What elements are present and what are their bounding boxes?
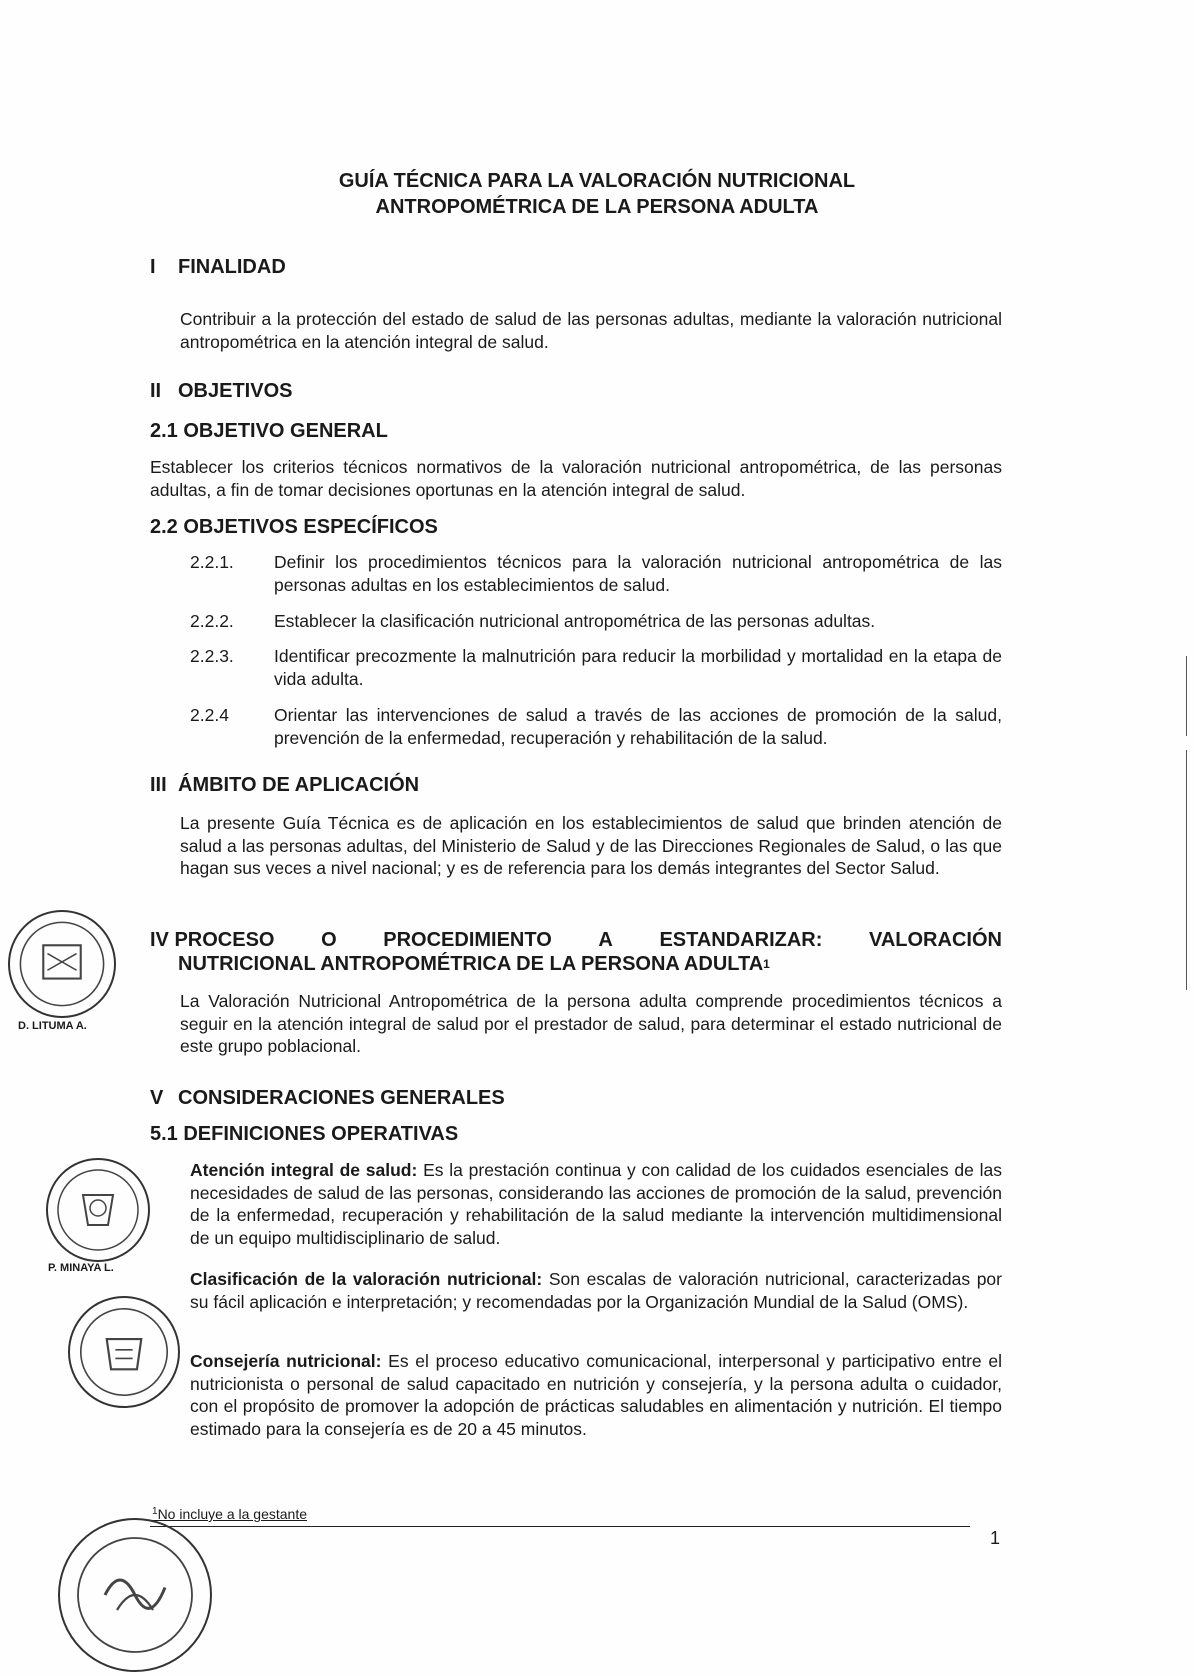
subsection-5-1-heading: 5.1 DEFINICIONES OPERATIVAS [150,1123,459,1145]
seal-icon [70,1298,178,1406]
list-item [190,551,1002,596]
definition-item [190,1159,1002,1249]
section-3-text: La presente Guía Técnica es de aplicación en los establecimientos de salud que brinden atención de salud a las personas adultas, del Ministerio de Salud y de las Direcciones Regionales de Salud, o las que hagan sus veces a nivel nacional; y es de referencia para los demás integrantes del Sector Salud. [180,813,1002,878]
signature-label: D. LITUMA A. [18,1020,87,1032]
signature-label: P. MINAYA L. [48,1262,114,1274]
section-title: FINALIDAD [178,256,286,278]
subsection-2-1-text: Establecer los criterios técnicos normativos de la valoración nutricional antropométrica, de las personas adultas, a fin de tomar decisiones oportunas en la atención integral de salud. [150,457,1002,500]
definition-text: Es el proceso educativo comunicacional, interpersonal y participativo entre el nutricionista o personal de salud capacitado en nutrición y consejería, y la persona adulta o cuidador, con el propósito de promover la adopción de prácticas saludables en alimentación y nutrición. El tiempo estimado para la consejería es de 20 a 45 minutos. [190,1351,1002,1439]
heading-word: O [321,929,337,951]
list-item-number: 2.2.2. [190,611,234,631]
official-seal [46,1158,150,1262]
definition-text: Es la prestación continua y con calidad de los cuidados esenciales de las necesidades de salud de las personas, considerando las acciones de promoción de la salud, prevención de la enfermedad, recuperación y rehabilitación de la salud mediante la intervención multidimensional de un equipo multidisciplinario de salud. [190,1160,1002,1248]
official-seal [58,1518,212,1672]
list-item [190,610,1002,633]
list-item [190,704,1002,749]
page-number: 1 [990,1528,1001,1548]
subsection-2-1-heading: 2.1 OBJETIVO GENERAL [150,420,388,442]
official-seal [68,1296,180,1408]
section-4-text: La Valoración Nutricional Antropométrica de la persona adulta comprende procedimientos técnicos a seguir en la atención integral de salud por el prestador de salud, para determinar el estado nutricional de este grupo poblacional. [180,991,1002,1056]
list-item-text: Definir los procedimientos técnicos para la valoración nutricional antropométrica de las personas adultas en los establecimientos de salud. [274,552,1002,595]
subsection-2-2-heading: 2.2 OBJETIVOS ESPECÍFICOS [150,516,438,538]
list-item [190,645,1002,690]
list-item-text: Orientar las intervenciones de salud a través de las acciones de promoción de la salud, prevención de la enfermedad, recuperación y rehabilitación de la salud. [274,705,1002,748]
definition-term: Atención integral de salud: [190,1160,418,1180]
title-line-1: GUÍA TÉCNICA PARA LA VALORACIÓN NUTRICIONAL [338,170,856,192]
seal-icon [48,1160,148,1260]
list-item-number: 2.2.1. [190,552,234,572]
definition-item [190,1350,1002,1440]
list-item-text: Establecer la clasificación nutricional antropométrica de las personas adultas. [274,611,876,631]
footnote-text: No incluye a la gestante [157,1506,307,1522]
section-1-text: Contribuir a la protección del estado de salud de las personas adultas, mediante la valoración nutricional antropométrica en la atención integral de salud. [180,309,1002,352]
definition-text: Son escalas de valoración nutricional, caracterizadas por su fácil aplicación e interpretación; y recomendadas por la Organización Mundial de la Salud (OMS). [190,1269,1002,1312]
heading-word: PROCEDIMIENTO [383,929,552,951]
heading-word: PROCESO [174,929,275,951]
footnote-mark: 1 [152,1506,158,1517]
definition-term: Consejería nutricional: [190,1351,382,1371]
list-item-number: 2.2.4 [190,705,229,725]
title-line-2: ANTROPOMÉTRICA DE LA PERSONA ADULTA [375,196,819,218]
scan-edge-mark [1186,750,1187,990]
document-title [0,168,1194,220]
section-title: OBJETIVOS [178,380,293,402]
section-title: CONSIDERACIONES GENERALES [178,1087,505,1109]
heading-line-2: NUTRICIONAL ANTROPOMÉTRICA DE LA PERSONA ADULTA [178,953,764,975]
footnote-reference: 1 [763,957,770,971]
list-item-number: 2.2.3. [190,646,234,666]
section-2-heading [150,378,292,404]
official-seal [8,910,116,1018]
section-5-heading [150,1085,505,1111]
section-number: V [150,1087,164,1109]
definition-item [190,1268,1002,1313]
section-number: II [150,380,162,402]
section-title: ÁMBITO DE APLICACIÓN [178,774,420,796]
heading-word: VALORACIÓN [868,929,1002,951]
section-number: III [150,774,167,796]
section-number: I [150,256,156,278]
list-item-text: Identificar precozmente la malnutrición para reducir la morbilidad y mortalidad en la etapa de vida adulta. [274,646,1002,689]
section-4-heading [150,928,1002,976]
section-number: IV [150,929,169,951]
seal-icon [10,912,114,1016]
heading-word: ESTANDARIZAR: [659,929,823,951]
section-1-heading [150,254,286,280]
heading-word: A [598,929,613,951]
definition-term: Clasificación de la valoración nutricional: [190,1269,543,1289]
seal-icon [60,1520,210,1670]
scan-edge-mark [1186,656,1187,736]
section-3-heading [150,772,419,798]
footnote-divider [150,1526,970,1527]
